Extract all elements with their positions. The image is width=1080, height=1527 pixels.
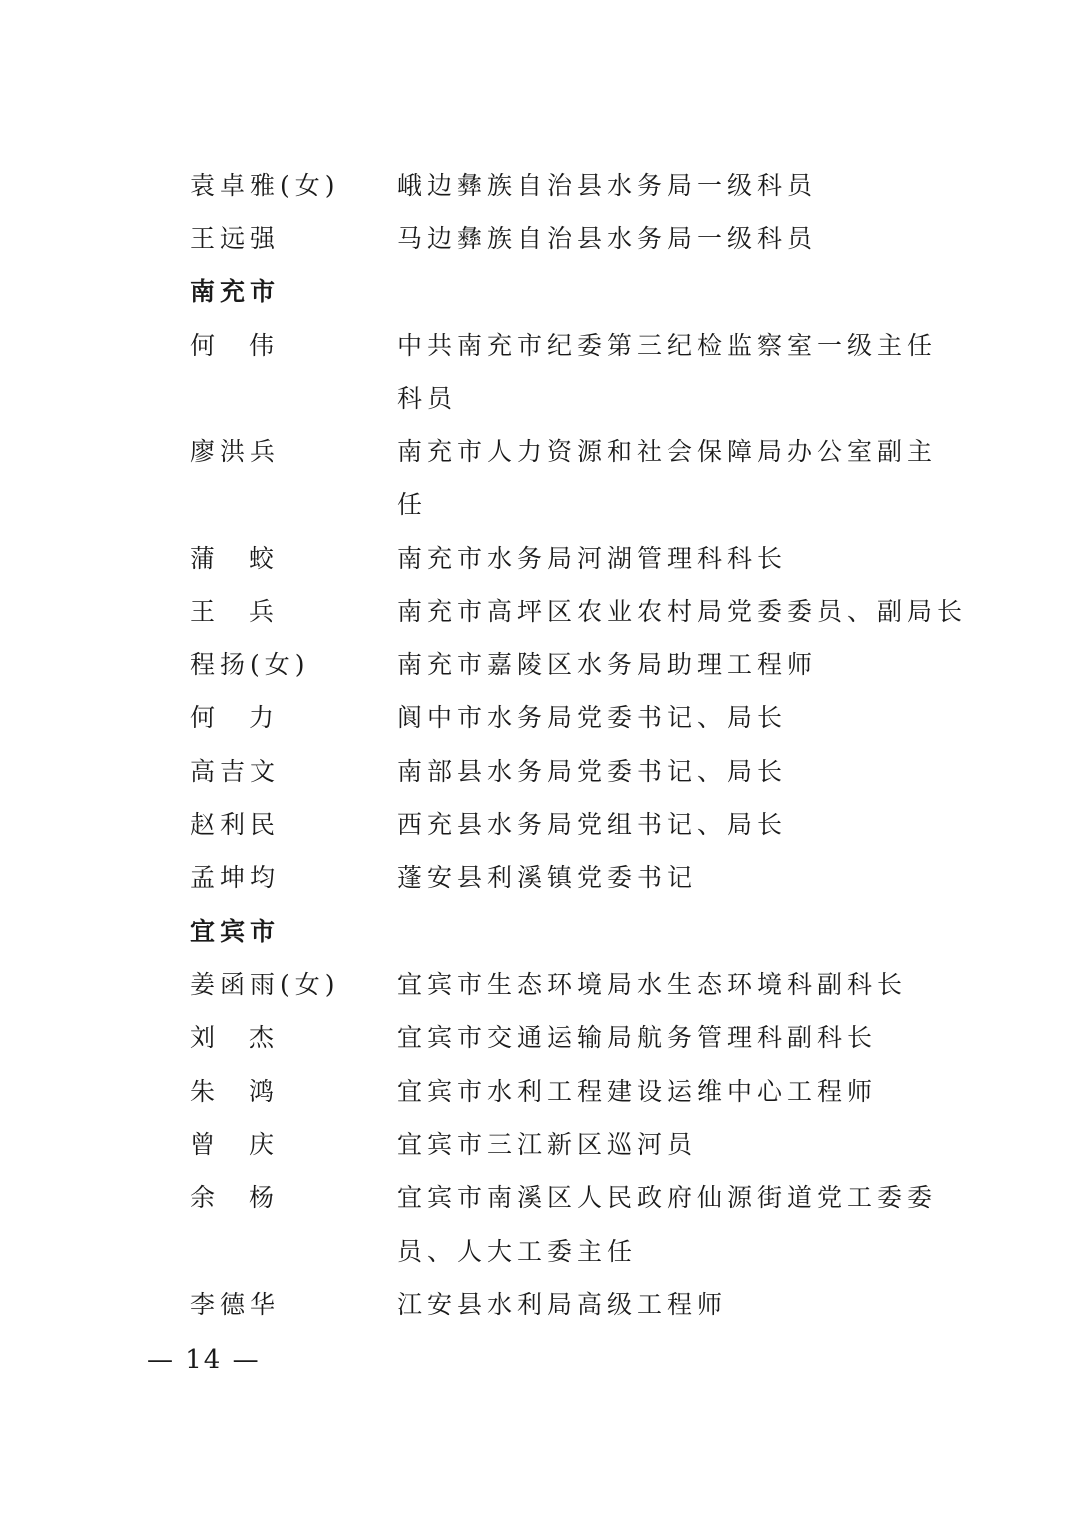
person-title: 中共南充市纪委第三纪检监察室一级主任 [397,331,938,360]
person-name: 孟坤均 [190,863,281,892]
person-title-continued: 员、人大工委主任 [397,1237,638,1266]
page-number: — 14 — [147,1345,261,1375]
list-item [190,858,950,898]
person-title: 宜宾市生态环境局水生态环境科副科长 [397,970,908,999]
list-item [190,1178,950,1218]
person-title: 西充县水务局党组书记、局长 [397,810,788,839]
list-item [190,326,950,366]
person-title-continued: 任 [397,490,428,519]
person-title: 南部县水务局党委书记、局长 [397,757,788,786]
list-item-continuation [190,379,950,419]
person-title: 南充市人力资源和社会保障局办公室副主 [397,437,938,466]
person-title-continued: 科员 [397,384,458,413]
list-item [190,219,950,259]
list-item [190,1285,950,1325]
person-name: 赵利民 [190,810,281,839]
person-title: 马边彝族自治县水务局一级科员 [397,224,818,253]
list-item [190,166,950,206]
person-title: 南充市高坪区农业农村局党委委员、副局长 [397,597,968,626]
list-item [190,965,950,1005]
person-name: 高吉文 [190,757,281,786]
person-name: 曾庆 [190,1130,309,1159]
list-item [190,1018,950,1058]
section-heading: 南充市 [190,277,281,306]
list-item [190,805,950,845]
person-name: 廖洪兵 [190,437,281,466]
person-name: 程扬(女) [190,650,310,679]
person-name: 朱鸿 [190,1077,309,1106]
list-item [190,645,950,685]
list-item-continuation [190,1232,950,1272]
person-name: 李德华 [190,1290,281,1319]
list-item [190,592,968,632]
person-name: 余杨 [190,1183,309,1212]
person-name: 王远强 [190,224,281,253]
list-item [190,1125,950,1165]
person-title: 宜宾市交通运输局航务管理科副科长 [397,1023,878,1052]
person-title: 宜宾市水利工程建设运维中心工程师 [397,1077,878,1106]
person-title: 南充市嘉陵区水务局助理工程师 [397,650,818,679]
person-name: 刘杰 [190,1023,309,1052]
person-title: 南充市水务局河湖管理科科长 [397,544,788,573]
person-title: 阆中市水务局党委书记、局长 [397,703,788,732]
list-item [190,432,950,472]
person-name: 何伟 [190,331,309,360]
person-name: 蒲蛟 [190,544,309,573]
person-name: 何力 [190,703,309,732]
person-title: 宜宾市南溪区人民政府仙源街道党工委委 [397,1183,938,1212]
list-item [190,698,950,738]
person-title: 峨边彝族自治县水务局一级科员 [397,171,818,200]
person-name: 袁卓雅(女) [190,171,340,200]
section-heading: 宜宾市 [190,917,281,946]
person-title: 蓬安县利溪镇党委书记 [397,863,698,892]
person-title: 江安县水利局高级工程师 [397,1290,728,1319]
person-title: 宜宾市三江新区巡河员 [397,1130,698,1159]
list-item [190,752,950,792]
list-item [190,1072,950,1112]
list-item [190,539,950,579]
person-name: 王兵 [190,597,309,626]
person-name: 姜函雨(女) [190,970,340,999]
list-item-continuation [190,485,950,525]
